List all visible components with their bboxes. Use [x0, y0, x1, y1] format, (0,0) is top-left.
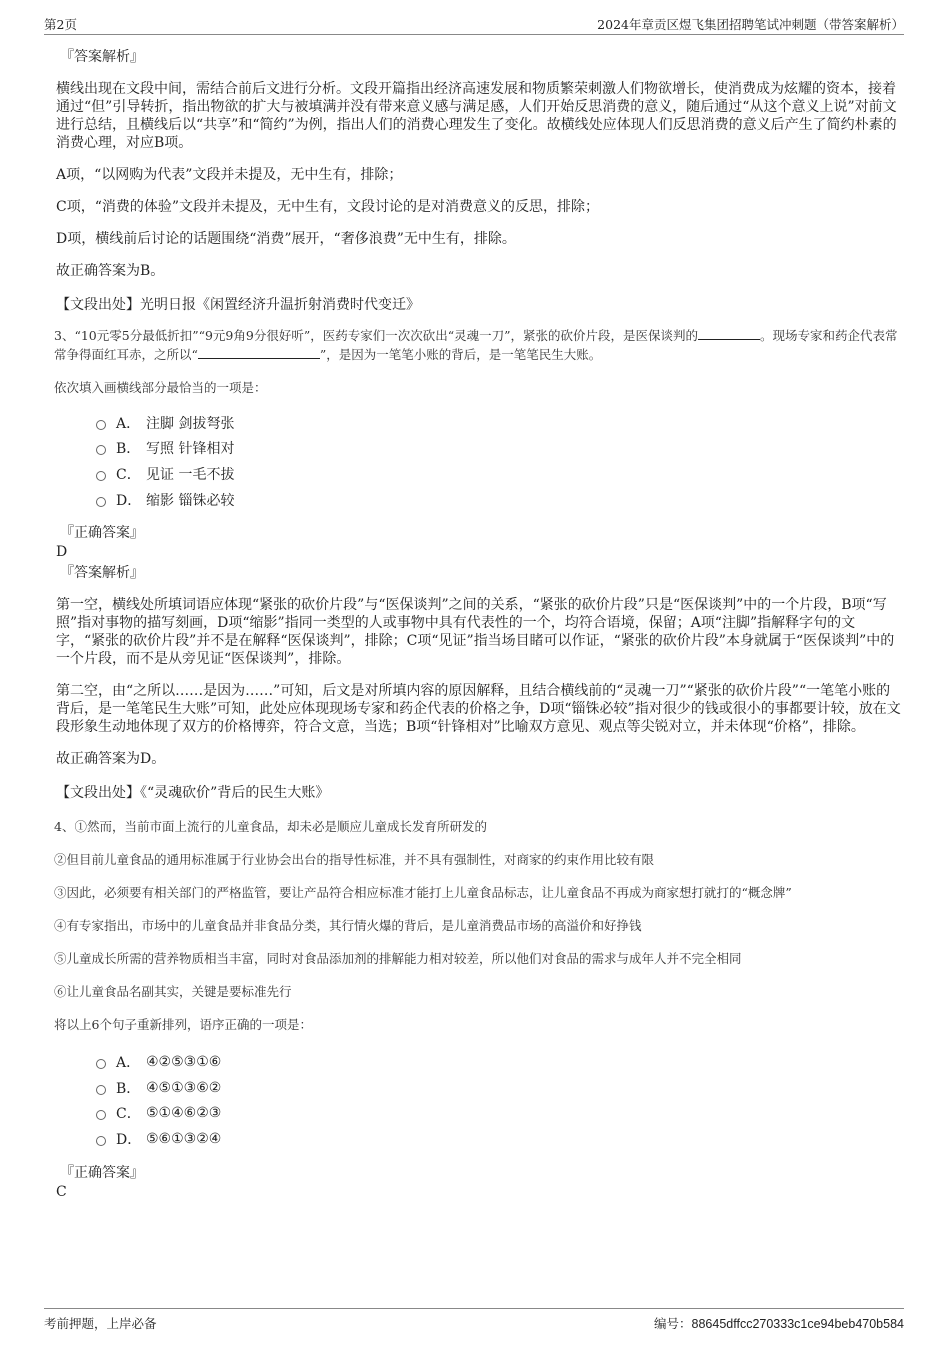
q3-option-b[interactable]: B． 写照 针锋相对 — [96, 436, 901, 462]
q2-analysis-tag: 『答案解析』 — [60, 49, 144, 65]
page-footer — [44, 1308, 904, 1332]
radio-icon[interactable] — [96, 1085, 106, 1095]
q4-option-a[interactable]: A． ④②⑤③①⑥ — [96, 1049, 901, 1075]
q3-question-text: 3、“10元零5分最低折扣”“9元9角9分很好听”，医药专家们一次次砍出“灵魂一刀”，紧张的砍价片段，是医保谈判的 。现场专家和药企代表常常争得面红耳赤，之所以“ ”，是因为一笔笔小账的背后，是一笔笔民生大账。 — [54, 328, 898, 362]
q3-options — [96, 410, 901, 512]
page-content — [56, 46, 901, 1200]
q3-blank-2 — [198, 346, 320, 359]
page-header — [44, 14, 904, 35]
q2-analysis-para: C项，“消费的体验”文段并未提及，无中生有，文段讨论的是对消费意义的反思，排除； — [56, 199, 600, 215]
q4-answer: C — [56, 1183, 67, 1200]
q3-blank-1 — [698, 327, 760, 340]
q3-answer-tag: 『正确答案』 — [60, 525, 144, 542]
q3-option-c[interactable]: C． 见证 一毛不拔 — [96, 461, 901, 487]
q4-answer-tag: 『正确答案』 — [60, 1164, 144, 1181]
q3-analysis-para: 第二空，由“之所以……是因为……”可知，后文是对所填内容的原因解释，且结合横线前的“灵魂一刀”“紧张的砍价片段”“一笔笔小账的背后，是一笔笔民生大账”可知，此处应体现现场专家和药企代表的价格之争，D项“锱铢必较”指对很少的钱或很小的事都要计较，放在文段形象生动地体现了双方的价格博弈，符合文意，当选；B项“针锋相对”比喻双方意见、观点等尖锐对立，并未体现“价格”，排除。 — [56, 683, 901, 736]
q4-option-c[interactable]: C． ⑤①④⑥②③ — [96, 1101, 901, 1127]
page-number: 第2页 — [44, 17, 77, 32]
q3-answer: D — [56, 544, 68, 561]
radio-icon[interactable] — [96, 445, 106, 455]
radio-icon[interactable] — [96, 1110, 106, 1120]
radio-icon[interactable] — [96, 1059, 106, 1069]
q4-sentence: ⑥让儿童食品名副其实，关键是要标准先行 — [54, 984, 292, 1000]
q3-conclusion: 故正确答案为D。 — [56, 751, 166, 768]
q4-prompt: 将以上6个句子重新排列，语序正确的一项是： — [54, 1017, 312, 1033]
q3-analysis-para: 第一空，横线处所填词语应体现“紧张的砍价片段”与“医保谈判”之间的关系，“紧张的砍价片段”只是“医保谈判”中的一个片段，B项“写照”指对事物的描写刻画，D项“缩影”指同一类型的人或事物中具有代表性的一个，均符合语境，保留；A项“注脚”指解释字句的文字，“紧张的砍价片段”并不是在解释“医保谈判”，排除；C项“见证”指当场目睹可以作证，“紧张的砍价片段”本身就属于“医保谈判”中的一个片段，而不是从旁见证“医保谈判”，排除。 — [56, 597, 895, 668]
q4-sentence: ⑤儿童成长所需的营养物质相当丰富，同时对食品添加剂的排解能力相对较差，所以他们对食品的需求与成年人并不完全相同 — [54, 951, 742, 967]
q4-option-b[interactable]: B． ④⑤①③⑥② — [96, 1075, 901, 1101]
q2-analysis-para: A项，“以网购为代表”文段并未提及，无中生有，排除； — [56, 167, 403, 183]
q4-sentence: ④有专家指出，市场中的儿童食品并非食品分类，其行情火爆的背后，是儿童消费品市场的高溢价和好挣钱 — [54, 918, 642, 934]
q4-option-d[interactable]: D． ⑤⑥①③②④ — [96, 1126, 901, 1152]
q4-sentence: ②但目前儿童食品的通用标准属于行业协会出台的指导性标准，并不具有强制性，对商家的约束作用比较有限 — [54, 852, 655, 868]
document-code: 编号：88645dffcc270333c1ce94beb470b584 — [654, 1316, 904, 1331]
radio-icon[interactable] — [96, 471, 106, 481]
q3-option-d[interactable]: D． 缩影 锱铢必较 — [96, 487, 901, 513]
q3-source: 【文段出处】《“灵魂砍价”背后的民生大账》 — [56, 785, 330, 802]
q3-analysis-tag: 『答案解析』 — [60, 565, 144, 582]
footer-slogan: 考前押题，上岸必备 — [44, 1316, 157, 1331]
q2-source: 【文段出处】光明日报《闲置经济升温折射消费时代变迁》 — [56, 297, 420, 313]
document-title: 2024年章贡区煜飞集团招聘笔试冲刺题（带答案解析） — [597, 17, 904, 32]
q2-analysis-para: 横线出现在文段中间，需结合前后文进行分析。文段开篇指出经济高速发展和物质繁荣刺激人们物欲增长，使消费成为炫耀的资本，接着通过“但”引导转折，指出物欲的扩大与被填满并没有带来意义感与满足感，人们开始反思消费的意义，随后通过“从这个意义上说”对前文进行总结，且横线后以“共享”和“简约”为例，指出人们的消费心理发生了变化。故横线处应体现人们反思消费的意义后产生了简约朴素的消费心理，对应B项。 — [56, 81, 897, 151]
q4-sentence: ③因此，必须要有相关部门的严格监管，要让产品符合相应标准才能打上儿童食品标志，让儿童食品不再成为商家想打就打的“概念牌” — [54, 885, 792, 901]
q3-prompt: 依次填入画横线部分最恰当的一项是： — [54, 380, 267, 395]
radio-icon[interactable] — [96, 1136, 106, 1146]
q3-option-a[interactable]: A． 注脚 剑拔弩张 — [96, 410, 901, 436]
radio-icon[interactable] — [96, 420, 106, 430]
q4-options — [96, 1049, 901, 1151]
q2-analysis-para: D项，横线前后讨论的话题围绕“消费”展开，“奢侈浪费”无中生有，排除。 — [56, 231, 516, 247]
q4-sentence: 4、①然而，当前市面上流行的儿童食品，却未必是顺应儿童成长发育所研发的 — [54, 819, 487, 835]
q2-conclusion: 故正确答案为B。 — [56, 263, 165, 279]
radio-icon[interactable] — [96, 497, 106, 507]
